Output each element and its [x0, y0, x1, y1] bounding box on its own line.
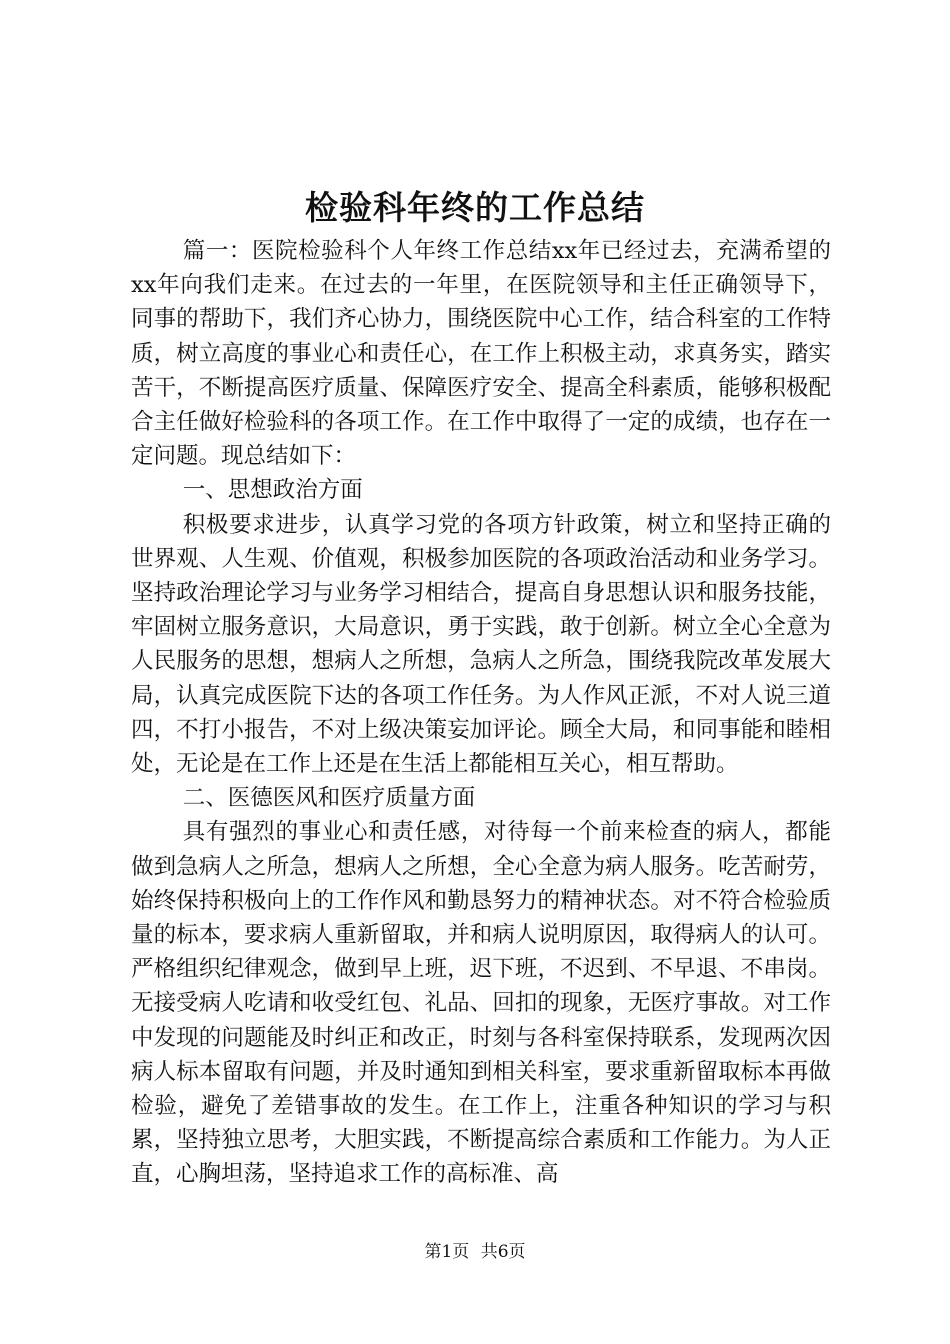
- paragraph-ethics: 具有强烈的事业心和责任感，对待每一个前来检查的病人，都能做到急病人之所急，想病人之所想，全心全意为病人服务。吃苦耐劳，始终保持积极向上的工作作风和勤恳努力的精神状态。对不符合检验质量的标本，要求病人重新留取，并和病人说明原因，取得病人的认可。严格组织纪律观念，做到早上班，迟下班，不迟到、不早退、不串岗。无接受病人吃请和收受红包、礼品、回扣的现象，无医疗事故。对工作中发现的问题能及时纠正和改正，时刻与各科室保持联系，发现两次因病人标本留取有问题，并及时通知到相关科室，要求重新留取标本再做检验，避免了差错事故的发生。在工作上，注重各种知识的学习与积累，坚持独立思考，大胆实践，不断提高综合素质和工作能力。为人正直，心胸坦荡，坚持追求工作的高标准、高: [131, 819, 831, 1188]
- paragraph-political: 积极要求进步，认真学习党的各项方针政策，树立和坚持正确的世界观、人生观、价值观，积极参加医院的各项政治活动和业务学习。坚持政治理论学习与业务学习相结合，提高自身思想认识和服务技能，牢固树立服务意识，大局意识，勇于实践，敢于创新。树立全心全意为人民服务的思想，想病人之所想，急病人之所急，围绕我院改革发展大局，认真完成医院下达的各项工作任务。为人作风正派，不对人说三道四，不打小报告，不对上级决策妄加评论。顾全大局，和同事能和睦相处，无论是在工作上还是在生活上都能相互关心，相互帮助。: [131, 511, 831, 778]
- page-footer: [0, 1240, 950, 1264]
- document-body: [131, 234, 831, 1192]
- paragraph-intro: 篇一：医院检验科个人年终工作总结xx年已经过去，充满希望的xx年向我们走来。在过去的一年里，在医院领导和主任正确领导下，同事的帮助下，我们齐心协力，围绕医院中心工作，结合科室的工作特质，树立高度的事业心和责任心，在工作上积极主动，求真务实，踏实苦干，不断提高医疗质量、保障医疗安全、提高全科素质，能够积极配合主任做好检验科的各项工作。在工作中取得了一定的成绩，也存在一定问题。现总结如下：: [131, 238, 831, 470]
- page-number-total: 共6页: [480, 1242, 526, 1262]
- section-heading-ethics: 二、医德医风和医疗质量方面: [182, 785, 476, 812]
- section-heading-political: 一、思想政治方面: [182, 477, 363, 504]
- document-title: 检验科年终的工作总结: [305, 188, 645, 227]
- page-number-current: 第1页: [424, 1242, 470, 1262]
